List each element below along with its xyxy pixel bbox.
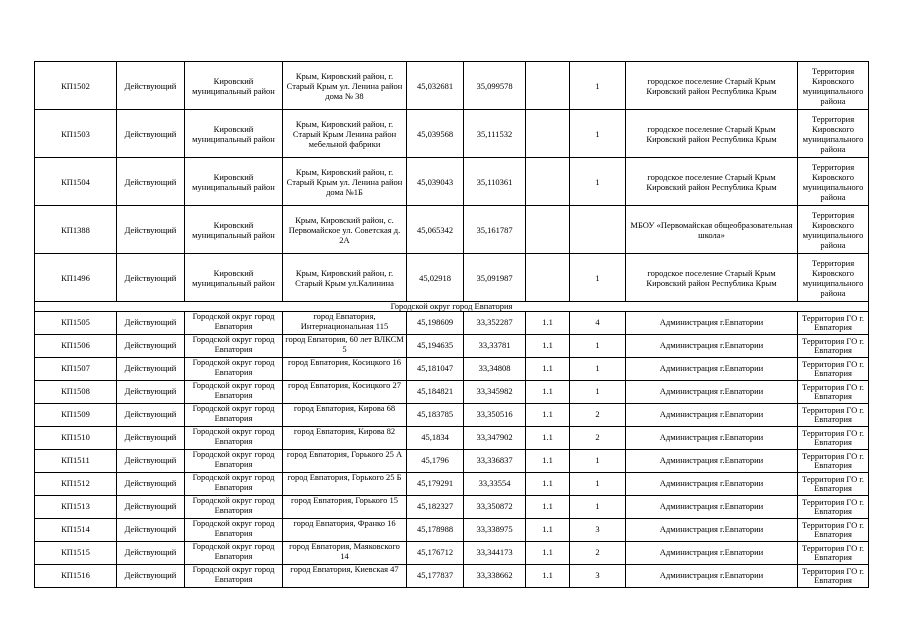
cell-latitude: 45,184821	[407, 381, 464, 404]
cell-territory: Территория Кировского муниципального района	[798, 62, 869, 110]
table-row	[35, 427, 869, 450]
cell-address: город Евпатория, 60 лет ВЛКСМ 5	[283, 335, 407, 358]
cell-owner: Администрация г.Евпатории	[626, 473, 798, 496]
table-row	[35, 335, 869, 358]
table-row	[35, 565, 869, 588]
cell-owner: Администрация г.Евпатории	[626, 381, 798, 404]
cell-count: 2	[570, 427, 626, 450]
cell-territory: Территория ГО г. Евпатория	[798, 312, 869, 335]
cell-type: 1.1	[526, 335, 570, 358]
cell-type	[526, 110, 570, 158]
cell-district: Кировский муниципальный район	[185, 62, 283, 110]
cell-address: Крым, Кировский район, г. Старый Крым ул.Калинина	[283, 254, 407, 302]
cell-territory: Территория Кировского муниципального района	[798, 158, 869, 206]
cell-owner: городское поселение Старый Крым Кировский район Республика Крым	[626, 254, 798, 302]
cell-type: 1.1	[526, 358, 570, 381]
cell-code: КП1512	[35, 473, 117, 496]
section-row	[35, 302, 869, 312]
cell-type: 1.1	[526, 312, 570, 335]
cell-type	[526, 254, 570, 302]
cell-owner: городское поселение Старый Крым Кировский район Республика Крым	[626, 158, 798, 206]
cell-longitude: 33,350872	[464, 496, 526, 519]
cell-district: Городской округ город Евпатория	[185, 519, 283, 542]
cell-latitude: 45,179291	[407, 473, 464, 496]
cell-address: город Евпатория, Горького 25 Б	[283, 473, 407, 496]
cell-address: Крым, Кировский район, г. Старый Крым ул. Ленина район дома № 38	[283, 62, 407, 110]
cell-type	[526, 158, 570, 206]
cell-address: город Евпатория, Косицкого 27	[283, 381, 407, 404]
table-row	[35, 450, 869, 473]
cell-owner: Администрация г.Евпатории	[626, 519, 798, 542]
cell-code: КП1508	[35, 381, 117, 404]
cell-territory: Территория Кировского муниципального района	[798, 110, 869, 158]
cell-address: город Евпатория, Кирова 68	[283, 404, 407, 427]
cell-status: Действующий	[117, 496, 185, 519]
cell-district: Городской округ город Евпатория	[185, 450, 283, 473]
cell-longitude: 35,099578	[464, 62, 526, 110]
cell-latitude: 45,065342	[407, 206, 464, 254]
cell-territory: Территория ГО г. Евпатория	[798, 473, 869, 496]
cell-owner: Администрация г.Евпатории	[626, 542, 798, 565]
cell-count: 1	[570, 381, 626, 404]
cell-longitude: 33,352287	[464, 312, 526, 335]
cell-territory: Территория ГО г. Евпатория	[798, 565, 869, 588]
cell-latitude: 45,032681	[407, 62, 464, 110]
cell-owner: городское поселение Старый Крым Кировский район Республика Крым	[626, 62, 798, 110]
cell-district: Городской округ город Евпатория	[185, 496, 283, 519]
table-row	[35, 206, 869, 254]
cell-count: 1	[570, 473, 626, 496]
cell-longitude: 35,091987	[464, 254, 526, 302]
cell-longitude: 33,350516	[464, 404, 526, 427]
cell-code: КП1511	[35, 450, 117, 473]
cell-code: КП1502	[35, 62, 117, 110]
cell-status: Действующий	[117, 519, 185, 542]
cell-territory: Территория ГО г. Евпатория	[798, 427, 869, 450]
cell-code: КП1515	[35, 542, 117, 565]
cell-longitude: 33,33554	[464, 473, 526, 496]
cell-territory: Территория ГО г. Евпатория	[798, 358, 869, 381]
cell-longitude: 33,338975	[464, 519, 526, 542]
cell-type: 1.1	[526, 565, 570, 588]
cell-code: КП1496	[35, 254, 117, 302]
cell-latitude: 45,198609	[407, 312, 464, 335]
cell-owner: городское поселение Старый Крым Кировский район Республика Крым	[626, 110, 798, 158]
cell-status: Действующий	[117, 312, 185, 335]
cell-latitude: 45,1796	[407, 450, 464, 473]
cell-territory: Территория ГО г. Евпатория	[798, 496, 869, 519]
cell-owner: Администрация г.Евпатории	[626, 312, 798, 335]
cell-district: Городской округ город Евпатория	[185, 427, 283, 450]
cell-owner: МБОУ «Первомайская общеобразовательная школа»	[626, 206, 798, 254]
cell-status: Действующий	[117, 427, 185, 450]
cell-address: Крым, Кировский район, с. Первомайское ул. Советская д. 2А	[283, 206, 407, 254]
cell-owner: Администрация г.Евпатории	[626, 496, 798, 519]
cell-owner: Администрация г.Евпатории	[626, 335, 798, 358]
cell-latitude: 45,183785	[407, 404, 464, 427]
cell-longitude: 35,110361	[464, 158, 526, 206]
cell-count	[570, 206, 626, 254]
cell-territory: Территория ГО г. Евпатория	[798, 404, 869, 427]
cell-code: КП1503	[35, 110, 117, 158]
cell-territory: Территория Кировского муниципального района	[798, 206, 869, 254]
table-row	[35, 381, 869, 404]
table-row	[35, 62, 869, 110]
cell-status: Действующий	[117, 542, 185, 565]
cell-type	[526, 206, 570, 254]
cell-status: Действующий	[117, 565, 185, 588]
cell-status: Действующий	[117, 358, 185, 381]
cell-latitude: 45,182327	[407, 496, 464, 519]
cell-district: Городской округ город Евпатория	[185, 404, 283, 427]
cell-address: Крым, Кировский район, г. Старый Крым Ленина район мебельной фабрики	[283, 110, 407, 158]
cell-status: Действующий	[117, 473, 185, 496]
cell-district: Городской округ город Евпатория	[185, 381, 283, 404]
cell-address: Крым, Кировский район, г. Старый Крым ул. Ленина район дома №1Б	[283, 158, 407, 206]
cell-address: город Евпатория, Интернациональная 115	[283, 312, 407, 335]
cell-latitude: 45,194635	[407, 335, 464, 358]
cell-district: Городской округ город Евпатория	[185, 358, 283, 381]
cell-type: 1.1	[526, 450, 570, 473]
cell-latitude: 45,178988	[407, 519, 464, 542]
cell-count: 2	[570, 542, 626, 565]
cell-code: КП1509	[35, 404, 117, 427]
cell-code: КП1516	[35, 565, 117, 588]
cell-code: КП1505	[35, 312, 117, 335]
cell-code: КП1514	[35, 519, 117, 542]
cell-longitude: 33,347902	[464, 427, 526, 450]
cell-territory: Территория ГО г. Евпатория	[798, 542, 869, 565]
table-row	[35, 473, 869, 496]
cell-count: 3	[570, 565, 626, 588]
cell-latitude: 45,1834	[407, 427, 464, 450]
cell-status: Действующий	[117, 110, 185, 158]
cell-owner: Администрация г.Евпатории	[626, 358, 798, 381]
cell-status: Действующий	[117, 404, 185, 427]
cell-longitude: 33,338662	[464, 565, 526, 588]
cell-longitude: 33,336837	[464, 450, 526, 473]
table-row	[35, 496, 869, 519]
cell-district: Городской округ город Евпатория	[185, 565, 283, 588]
cell-code: КП1507	[35, 358, 117, 381]
cell-count: 2	[570, 404, 626, 427]
cell-district: Городской округ город Евпатория	[185, 335, 283, 358]
cell-status: Действующий	[117, 206, 185, 254]
cell-territory: Территория ГО г. Евпатория	[798, 519, 869, 542]
cell-latitude: 45,039043	[407, 158, 464, 206]
cell-type: 1.1	[526, 381, 570, 404]
cell-count: 1	[570, 358, 626, 381]
cell-longitude: 33,344173	[464, 542, 526, 565]
cell-status: Действующий	[117, 335, 185, 358]
cell-address: город Евпатория, Франко 16	[283, 519, 407, 542]
cell-code: КП1510	[35, 427, 117, 450]
cell-code: КП1513	[35, 496, 117, 519]
cell-type: 1.1	[526, 404, 570, 427]
cell-count: 1	[570, 450, 626, 473]
cell-district: Городской округ город Евпатория	[185, 312, 283, 335]
cell-count: 1	[570, 335, 626, 358]
cell-territory: Территория Кировского муниципального района	[798, 254, 869, 302]
cell-address: город Евпатория, Кирова 82	[283, 427, 407, 450]
cell-district: Кировский муниципальный район	[185, 110, 283, 158]
cell-latitude: 45,181047	[407, 358, 464, 381]
cell-code: КП1506	[35, 335, 117, 358]
cell-district: Кировский муниципальный район	[185, 206, 283, 254]
cell-territory: Территория ГО г. Евпатория	[798, 450, 869, 473]
cell-status: Действующий	[117, 158, 185, 206]
cell-territory: Территория ГО г. Евпатория	[798, 335, 869, 358]
cell-status: Действующий	[117, 450, 185, 473]
cell-type	[526, 62, 570, 110]
table-row	[35, 358, 869, 381]
cell-latitude: 45,177837	[407, 565, 464, 588]
cell-type: 1.1	[526, 519, 570, 542]
table-row	[35, 542, 869, 565]
table-row	[35, 254, 869, 302]
cell-address: город Евпатория, Маяковского 14	[283, 542, 407, 565]
cell-latitude: 45,176712	[407, 542, 464, 565]
cell-longitude: 35,161787	[464, 206, 526, 254]
cell-status: Действующий	[117, 254, 185, 302]
cell-type: 1.1	[526, 542, 570, 565]
cell-type: 1.1	[526, 427, 570, 450]
cell-district: Городской округ город Евпатория	[185, 542, 283, 565]
table-row	[35, 404, 869, 427]
table-row	[35, 158, 869, 206]
cell-owner: Администрация г.Евпатории	[626, 404, 798, 427]
cell-address: город Евпатория, Горького 15	[283, 496, 407, 519]
cell-status: Действующий	[117, 381, 185, 404]
cell-count: 1	[570, 496, 626, 519]
cell-longitude: 33,34808	[464, 358, 526, 381]
cell-owner: Администрация г.Евпатории	[626, 565, 798, 588]
cell-longitude: 33,33781	[464, 335, 526, 358]
cell-district: Кировский муниципальный район	[185, 158, 283, 206]
cell-count: 4	[570, 312, 626, 335]
section-title: Городской округ город Евпатория	[35, 302, 869, 312]
cell-address: город Евпатория, Горького 25 А	[283, 450, 407, 473]
cell-address: город Евпатория, Киевская 47	[283, 565, 407, 588]
cell-owner: Администрация г.Евпатории	[626, 427, 798, 450]
cell-count: 3	[570, 519, 626, 542]
cell-district: Городской округ город Евпатория	[185, 473, 283, 496]
cell-count: 1	[570, 254, 626, 302]
cell-type: 1.1	[526, 473, 570, 496]
cell-count: 1	[570, 158, 626, 206]
registry-table	[34, 61, 869, 588]
table-row	[35, 312, 869, 335]
cell-longitude: 35,111532	[464, 110, 526, 158]
cell-owner: Администрация г.Евпатории	[626, 450, 798, 473]
cell-longitude: 33,345982	[464, 381, 526, 404]
table-row	[35, 519, 869, 542]
cell-latitude: 45,02918	[407, 254, 464, 302]
cell-code: КП1388	[35, 206, 117, 254]
cell-count: 1	[570, 110, 626, 158]
table-row	[35, 110, 869, 158]
cell-latitude: 45,039568	[407, 110, 464, 158]
cell-code: КП1504	[35, 158, 117, 206]
cell-address: город Евпатория, Косицкого 16	[283, 358, 407, 381]
cell-type: 1.1	[526, 496, 570, 519]
cell-territory: Территория ГО г. Евпатория	[798, 381, 869, 404]
cell-district: Кировский муниципальный район	[185, 254, 283, 302]
cell-status: Действующий	[117, 62, 185, 110]
cell-count: 1	[570, 62, 626, 110]
